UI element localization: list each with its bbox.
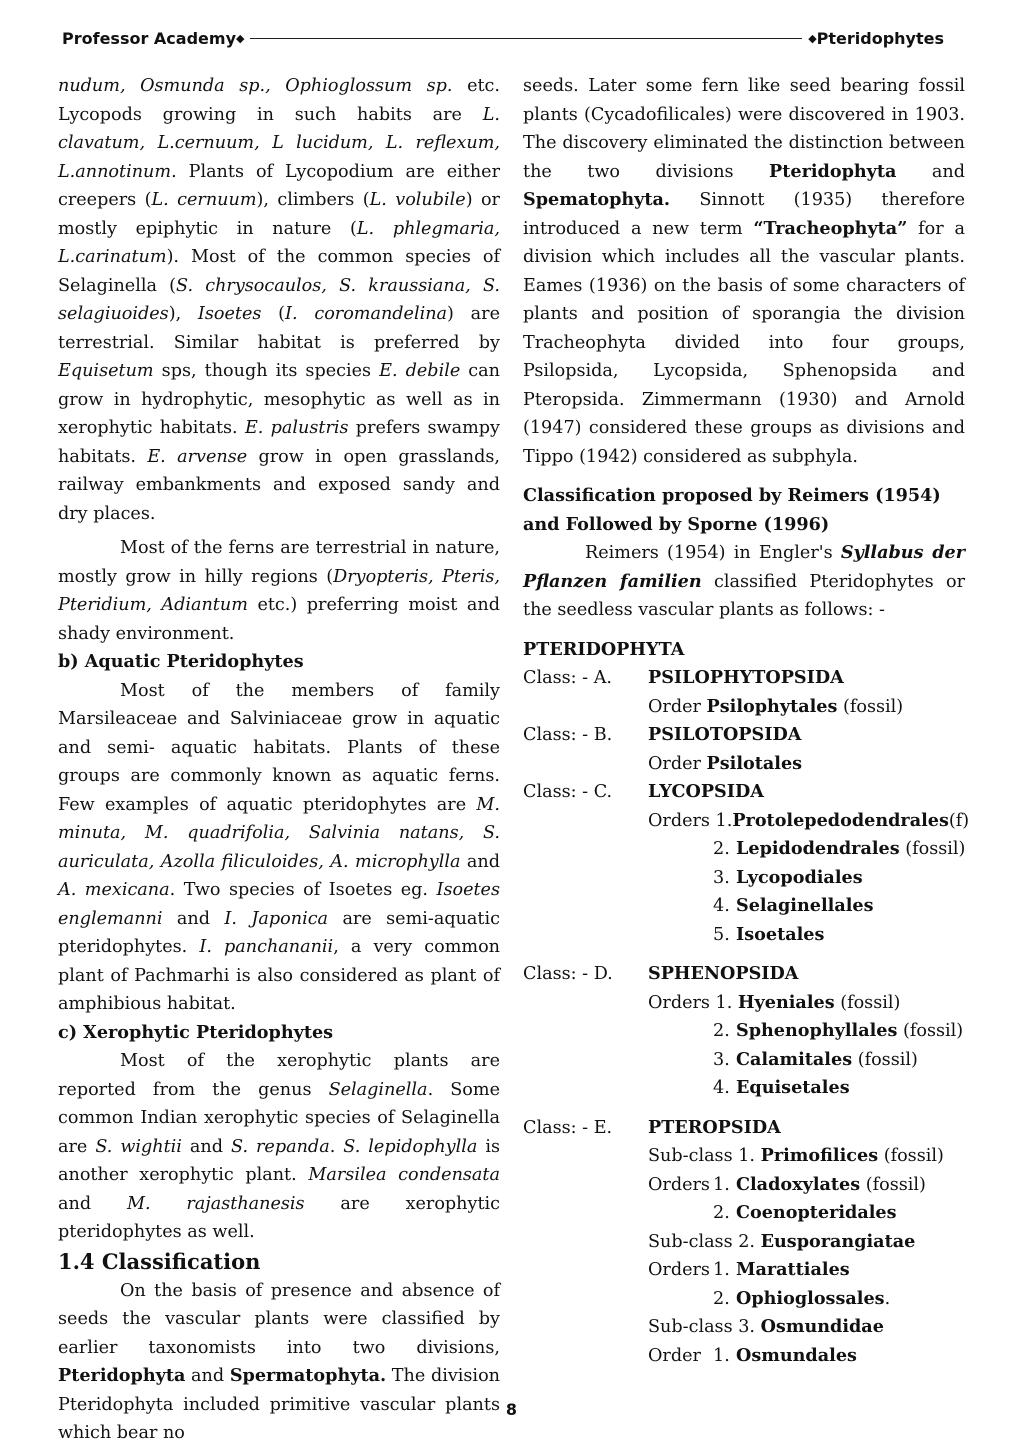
class-row [523,664,965,693]
class-label: Class: - B. [523,725,613,745]
section-heading: Classification proposed by Reimers (1954) and Followed by Sporne (1996) [523,485,941,535]
class-block [523,664,965,721]
class-block [523,778,970,949]
diamond-icon: ◆ [236,31,245,45]
order-row: Order 1. Osmundales [648,1344,857,1366]
diamond-icon: ◆ [808,31,817,45]
order-row: Orders 1. Marattiales [648,1259,850,1280]
order-row: 4. Equisetales [713,1077,850,1098]
header-rule [250,38,802,39]
class-block [523,1114,965,1371]
left-column [58,72,500,1448]
order-row: Order Psilotales [648,752,803,774]
class-block [523,721,965,778]
page-number: 8 [505,1400,518,1419]
order-row: 4. Selaginellales [713,895,874,916]
paragraph: Most of the ferns are terrestrial in nature, mostly grow in hilly regions (Dryopteris, Pteris, Pteridium, Adiantum etc.) preferring moist and shady environment. [58,538,501,644]
paragraph: seeds. Later some fern like seed bearing fossil plants (Cycadofilicales) were discovered in 1903. The discovery eliminated the distinction between the two divisions Pteridophyta and Spematophyta. Sinnott (1935) therefore introduced a new term “Tracheophyta” for a division which includes all the vascular plants. Eames (1936) on the basis of some characters of plants and position of sporangia the division Tracheophyta divided into four groups, Psilopsida, Lycopsida, Sphenopsida and Pteropsida. Zimmermann (1930) and Arnold (1947) considered these groups as divisions and Tippo (1942) considered as subphyla. [523,76,965,467]
paragraph: Most of the members of family Marsileaceae and Salviniaceae grow in aquatic and semi- aquatic habitats. Plants of these groups are commonly known as aquatic ferns. Few examples of aquatic pteridophytes are M. minuta, M. quadrifolia, Salvinia natans, S. auriculata, Azolla filiculoides, A. microphylla and A. mexicana. Two species of Isoetes eg. Isoetes englemanni and I. Japonica are semi-aquatic pteridophytes. I. panchananii, a very common plant of Pachmarhi is also considered as plant of amphibious habitat. [58,680,500,1014]
order-row: Order Psilophytales (fossil) [648,695,904,717]
class-label: Class: - C. [523,782,613,802]
right-column [523,72,970,1370]
classification-list [523,664,970,1370]
section-heading: b) Aquatic Pteridophytes [58,651,304,672]
order-row: Sub-class 3. Osmundidae [648,1316,884,1337]
header-right-title: Pteridophytes [816,28,944,48]
order-row: 5. Isoetales [713,923,825,945]
order-row: 3. Lycopodiales [713,866,863,888]
order-row: 2. Sphenophyllales (fossil) [713,1020,964,1041]
class-block [523,960,965,1103]
paragraph: Most of the xerophytic plants are reported from the genus Selaginella. Some common Indian xerophytic species of Selaginella are S. wightii and S. repanda. S. lepidophylla is another xerophytic plant. Marsilea condensata and M. rajasthanesis are xerophytic pteridophytes as well. [58,1051,501,1242]
section-heading: c) Xerophytic Pteridophytes [58,1021,334,1043]
class-row [523,960,965,989]
chapter-heading: 1.4 Classification [58,1248,261,1274]
paragraph: On the basis of presence and absence of seeds the vascular plants were classified by earlier taxonomists into two divisions, Pteridophyta and Spermatophyta. The division Pteridophyta included primitive vascular plants which bear no [58,1280,500,1443]
order-row: 2. Lepidodendrales (fossil) [713,838,966,859]
class-name: PSILOPHYTOPSIDA [648,667,844,688]
class-name: PSILOTOPSIDA [648,724,802,745]
class-row [523,721,965,750]
order-row: 2. Coenopteridales [713,1202,897,1223]
class-label: Class: - E. [523,1117,613,1138]
order-row: 3. Calamitales (fossil) [713,1048,918,1070]
paragraph: Reimers (1954) in Engler's Syllabus der Pflanzen familien classified Pteridophytes or the seedless vascular plants as follows: - [523,542,966,620]
order-row: Orders 1.Protolepedodendrales(f) [648,809,970,831]
order-row: Sub-class 2. Eusporangiatae [648,1230,916,1252]
class-row [523,1114,965,1143]
class-row [523,778,965,807]
class-name: SPHENOPSIDA [648,963,799,984]
order-row: Orders 1. Hyeniales (fossil) [648,991,901,1013]
page-header [62,26,944,50]
order-row: Orders 1. Cladoxylates (fossil) [648,1173,926,1195]
order-row: Sub-class 1. Primofilices (fossil) [648,1145,944,1166]
header-left-title: Professor Academy [62,28,236,48]
class-name: LYCOPSIDA [648,781,764,802]
class-label: Class: - D. [523,964,613,984]
class-name: PTEROPSIDA [648,1116,781,1138]
order-row: 2. Ophioglossales. [713,1287,891,1309]
paragraph: nudum, Osmunda sp., Ophioglossum sp. etc. Lycopods growing in such habits are L. clavatum, L.cernuum, L lucidum, L. reflexum, L.annotinum. Plants of Lycopodium are either creepers (L. cernuum), climbers (L. volubile) or mostly epiphytic in nature (L. phlegmaria, L.carinatum). Most of the common species of Selaginella (S. chrysocaulos, S. kraussiana, S. selagiuoides), Isoetes (I. coromandelina) are terrestrial. Similar habitat is preferred by Equisetum sps, though its species E. debile can grow in hydrophytic, mesophytic as well as in xerophytic habitats. E. palustris prefers swampy habitats. E. arvense grow in open grasslands, railway embankments and exposed sandy and dry places. [58,76,501,524]
division-heading: PTERIDOPHYTA [523,638,685,660]
class-label: Class: - A. [523,668,612,688]
